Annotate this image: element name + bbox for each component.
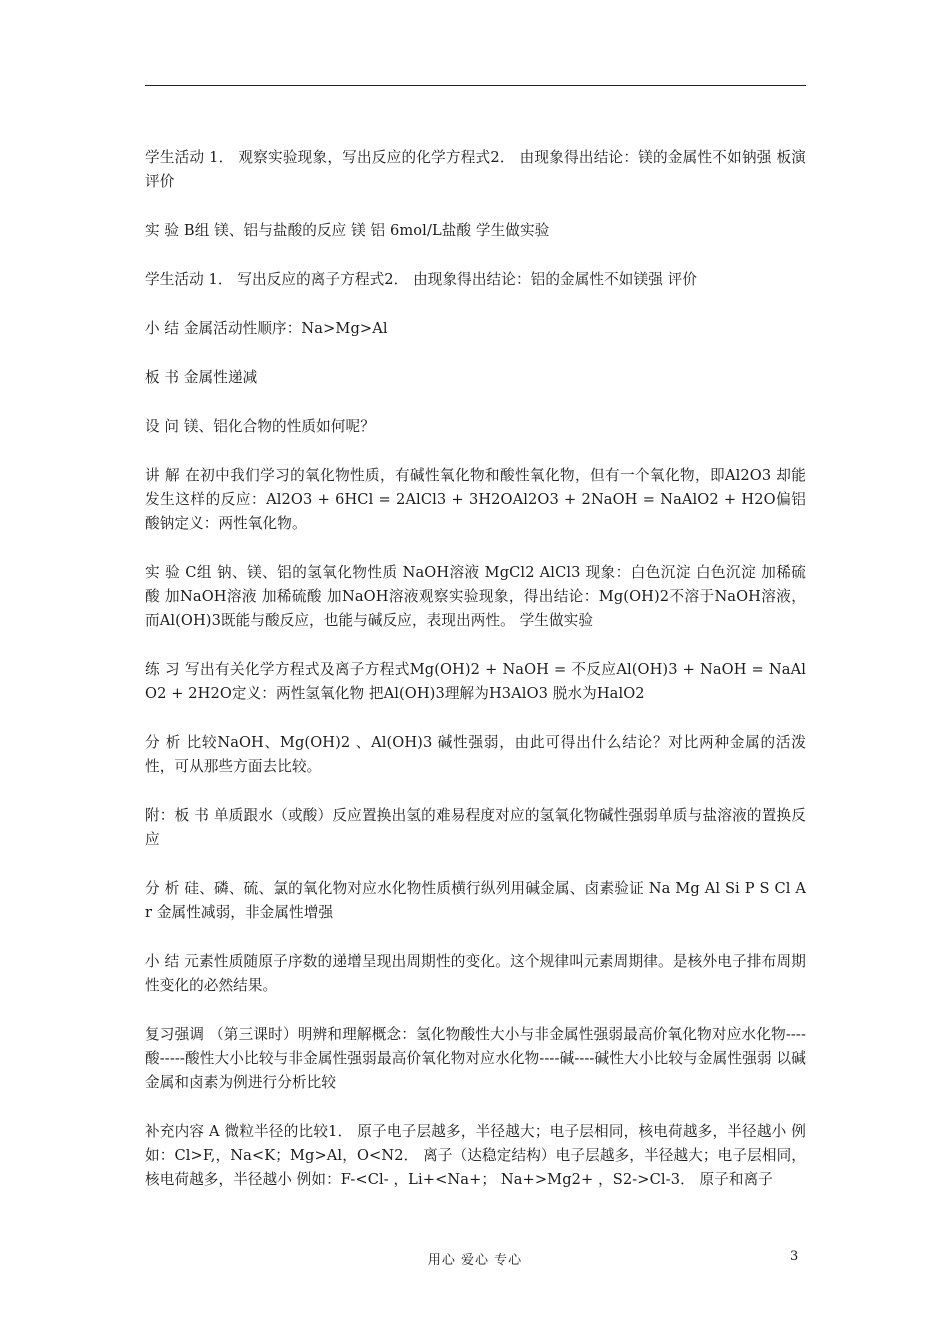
page-number: 3	[790, 1249, 799, 1264]
paragraph-experiment-b: 实 验 B组 镁、铝与盐酸的反应 镁 铝 6mol/L盐酸 学生做实验	[145, 222, 550, 239]
paragraph-explanation: 讲 解 在初中我们学习的氧化物性质，有碱性氧化物和酸性氧化物，但有一个氧化物，即Al2O3 却能发生这样的反应：Al2O3 + 6HCl = 2AlCl3 + 3H2OAl2O3 + 2NaOH = NaAlO2 + H2O偏铝酸钠定义：两性氧化物。	[145, 467, 806, 532]
paragraph-summary-activity-order: 小 结 金属活动性顺序：Na>Mg>Al	[145, 320, 388, 337]
paragraph-board-metallicity: 板 书 金属性递减	[145, 369, 258, 386]
header-rule	[145, 85, 806, 86]
paragraph-experiment-c: 实 验 C组 钠、镁、铝的氢氧化物性质 NaOH溶液 MgCl2 AlCl3 现象：白色沉淀 白色沉淀 加稀硫酸 加NaOH溶液 加稀硫酸 加NaOH溶液观察实验现象，得出结论：Mg(OH)2不溶于NaOH溶液，而Al(OH)3既能与酸反应，也能与碱反应，表现出两性。 学生做实验	[145, 564, 806, 629]
paragraph-appendix-board: 附：板 书 单质跟水（或酸）反应置换出氢的难易程度对应的氢氧化物碱性强弱单质与盐溶液的置换反应	[145, 807, 806, 848]
paragraph-analysis-2: 分 析 硅、磷、硫、氯的氧化物对应水化物性质横行纵列用碱金属、卤素验证 Na Mg Al Si P S Cl Ar 金属性减弱，非金属性增强	[145, 880, 806, 921]
paragraph-student-activity-1: 学生活动 1． 观察实验现象，写出反应的化学方程式2． 由现象得出结论：镁的金属性不如钠强 板演评价	[145, 149, 806, 190]
paragraph-supplement: 补充内容 A 微粒半径的比较1． 原子电子层越多，半径越大；电子层相同，核电荷越多，半径越小 例如：Cl>F,，Na<K；Mg>Al，O<N2． 离子（达稳定结构）电子层越多，半径越大；电子层相同，核电荷越多，半径越小 例如：F-<Cl- ，Li+<Na+； Na+>Mg2+ ，S2->Cl-3． 原子和离子	[145, 1123, 806, 1188]
paragraph-student-activity-2: 学生活动 1． 写出反应的离子方程式2． 由现象得出结论：铝的金属性不如镁强 评价	[145, 271, 698, 288]
paragraph-analysis-1: 分 析 比较NaOH、Mg(OH)2 、Al(OH)3 碱性强弱，由此可得出什么结论？对比两种金属的活泼性，可从那些方面去比较。	[145, 734, 806, 775]
paragraph-summary-periodic-law: 小 结 元素性质随原子序数的递增呈现出周期性的变化。这个规律叫元素周期律。是核外电子排布周期性变化的必然结果。	[145, 953, 806, 994]
footer-motto: 用心 爱心 专心	[427, 1253, 523, 1268]
paragraph-question: 设 问 镁、铝化合物的性质如何呢？	[145, 418, 375, 435]
document-body	[145, 146, 806, 1217]
paragraph-exercise: 练 习 写出有关化学方程式及离子方程式Mg(OH)2 + NaOH = 不反应Al(OH)3 + NaOH = NaAlO2 + 2H2O定义：两性氢氧化物 把Al(OH)3理解为H3AlO3 脱水为HalO2	[145, 661, 806, 702]
paragraph-review: 复习强调 （第三课时）明辨和理解概念：氢化物酸性大小与非金属性强弱最高价氧化物对应水化物----酸-----酸性大小比较与非金属性强弱最高价氧化物对应水化物----碱----碱性大小比较与金属性强弱 以碱金属和卤素为例进行分析比较	[145, 1026, 806, 1091]
